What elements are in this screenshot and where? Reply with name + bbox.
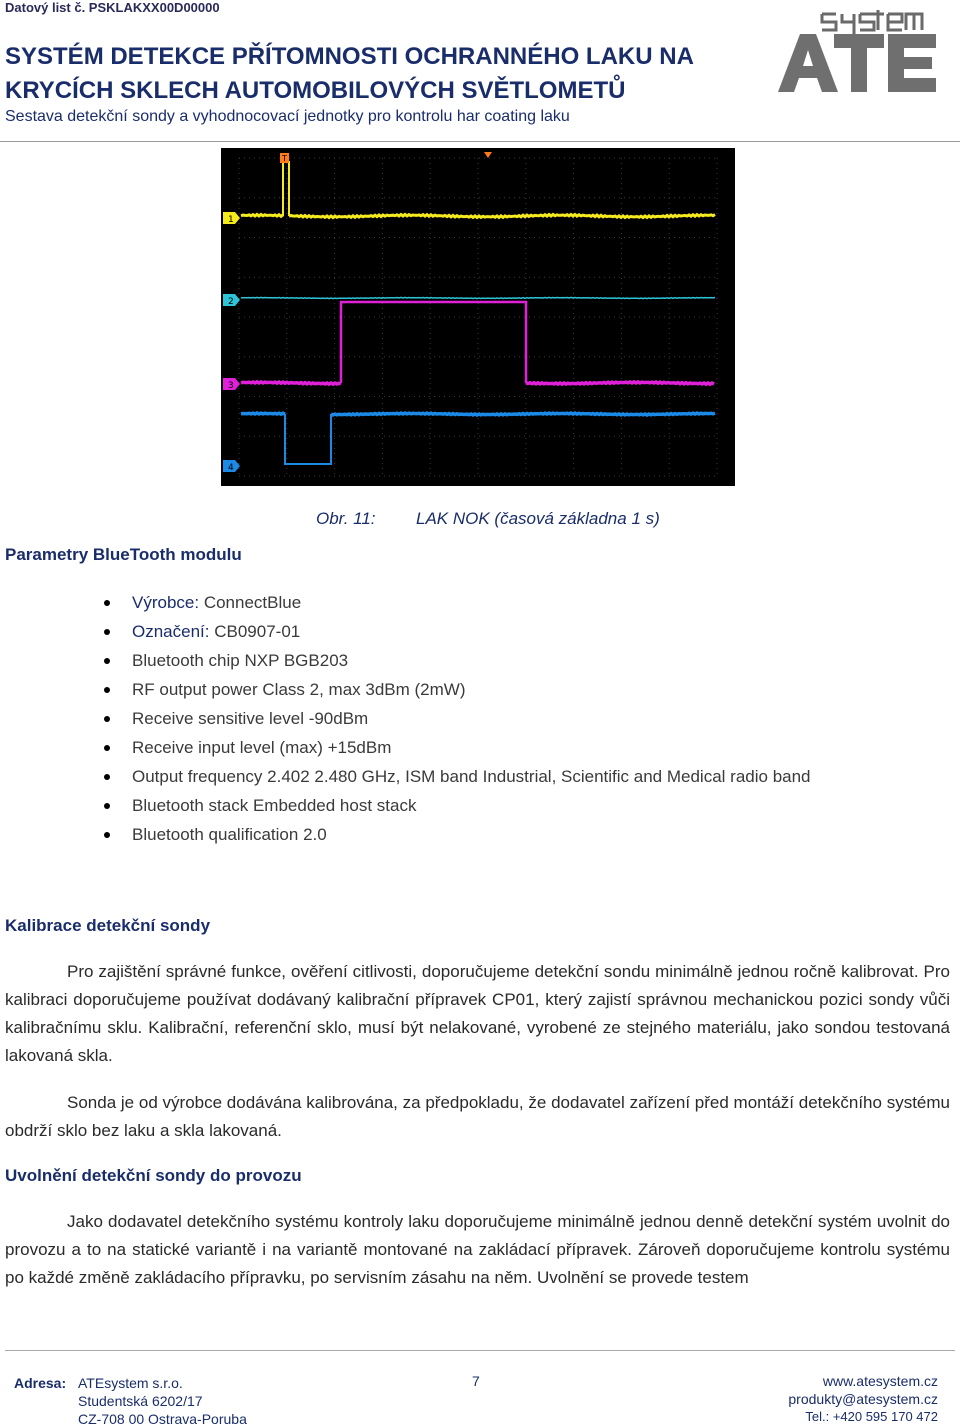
release-heading: Uvolnění detekční sondy do provozu [5, 1166, 302, 1185]
title-line-2: KRYCÍCH SKLECH AUTOMOBILOVÝCH SVĚTLOMETŮ [5, 77, 626, 104]
bluetooth-parameter-item [112, 762, 811, 791]
parameter-value: Output frequency 2.402 2.480 GHz, ISM band Industrial, Scientific and Medical radio band [132, 767, 811, 786]
channel-1-pulse [283, 162, 289, 216]
calibration-paragraph-2: Sonda je od výrobce dodávána kalibrována, za předpokladu, že dodavatel zařízení před montáží detekčního systému obdrží sklo bez laku a skla lakovaná. [5, 1093, 950, 1140]
parameter-value: CB0907-01 [209, 622, 301, 641]
bluetooth-parameter-item [112, 617, 811, 646]
document-subtitle: Sestava detekční sondy a vyhodnocovací jednotky pro kontrolu har coating laku [5, 108, 570, 125]
channel-1-trace [241, 214, 283, 216]
document-title [5, 40, 765, 108]
company-address [78, 1374, 247, 1428]
bluetooth-parameter-item [112, 820, 811, 849]
bluetooth-parameter-list [112, 588, 811, 849]
channel-3-trace [241, 382, 341, 384]
channel-1-label: 1 [228, 215, 234, 225]
ate-system-logo [772, 4, 942, 99]
channel-4-label: 4 [228, 463, 234, 473]
channel-2-label: 2 [228, 297, 234, 307]
parameter-value: Bluetooth stack Embedded host stack [132, 796, 417, 815]
parameter-value: Bluetooth qualification 2.0 [132, 825, 327, 844]
channel-3-label: 3 [228, 381, 234, 391]
parameter-label: Výrobce: [132, 593, 200, 612]
bluetooth-parameter-item [112, 588, 811, 617]
figure-number: Obr. 11: [316, 509, 376, 528]
contact-block [788, 1372, 938, 1426]
channel-3-pulse [341, 302, 526, 383]
channel-3-trace [526, 382, 714, 384]
company-city: CZ-708 00 Ostrava-Poruba [78, 1411, 247, 1427]
parameter-value: ConnectBlue [199, 593, 302, 612]
parameter-value: RF output power Class 2, max 3dBm (2mW) [132, 680, 466, 699]
email-link[interactable]: produkty@atesystem.cz [788, 1391, 938, 1407]
calibration-heading: Kalibrace detekční sondy [5, 916, 211, 935]
bluetooth-parameter-item [112, 675, 811, 704]
header-divider [0, 141, 960, 142]
bluetooth-parameter-item [112, 791, 811, 820]
company-street: Studentská 6202/17 [78, 1393, 203, 1409]
channel-1-trace [289, 214, 715, 217]
website-link[interactable]: www.atesystem.cz [822, 1373, 938, 1389]
bluetooth-parameter-item [112, 733, 811, 762]
bluetooth-parameter-item [112, 704, 811, 733]
company-name: ATEsystem s.r.o. [78, 1375, 183, 1391]
phone-number: Tel.: +420 595 170 472 [805, 1409, 938, 1424]
trigger-label: T [282, 154, 287, 163]
trigger-position-marker [484, 152, 492, 158]
parameter-value: Bluetooth chip NXP BGB203 [132, 651, 349, 670]
calibration-paragraph-1: Pro zajištění správné funkce, ověření citlivosti, doporučujeme detekční sondu minimálně jednou ročně kalibrovat. Pro kalibraci doporučujeme používat dodávaný kalibrační přípravek CP01, který zajistí správnou mechanickou pozici sondy vůči kalibračnímu sklu. Kalibrační, referenční sklo, musí být nelakované, vyrobené ze stejného materiálu, jako sondou testovaná lakovaná skla. [5, 962, 950, 1065]
release-paragraph-1: Jako dodavatel detekčního systému kontroly laku doporučujeme minimálně jednou denně detekční systém uvolnit do provozu a to na statické variantě i na variantě montované na zakládací přípravek. Zároveň doporučujeme kontrolu systému po každé změně zakládacího přípravku, po servisním zásahu na něm. Uvolnění se provede testem [5, 1212, 950, 1287]
scope-markers [223, 152, 492, 473]
oscilloscope-screenshot [221, 148, 735, 486]
document-id: Datový list č. PSKLAKXX00D00000 [5, 0, 220, 15]
channel-4-trace [241, 413, 285, 414]
parameter-value: Receive sensitive level -90dBm [132, 709, 369, 728]
figure-caption-text: LAK NOK (časová základna 1 s) [416, 509, 660, 528]
parameter-label: Označení: [132, 622, 210, 641]
bluetooth-parameter-item [112, 646, 811, 675]
address-label: Adresa: [14, 1375, 67, 1391]
channel-2-trace [241, 297, 715, 298]
channel-4-trace [331, 413, 715, 415]
title-line-1: SYSTÉM DETEKCE PŘÍTOMNOSTI OCHRANNÉHO LAKU NA [5, 43, 694, 70]
scope-grid [239, 158, 717, 476]
bluetooth-heading: Parametry BlueTooth modulu [5, 545, 242, 564]
parameter-value: Receive input level (max) +15dBm [132, 738, 392, 757]
figure-caption [316, 509, 660, 529]
channel-4-pulse [285, 414, 331, 464]
footer-divider [5, 1350, 955, 1351]
page-number: 7 [472, 1373, 480, 1389]
